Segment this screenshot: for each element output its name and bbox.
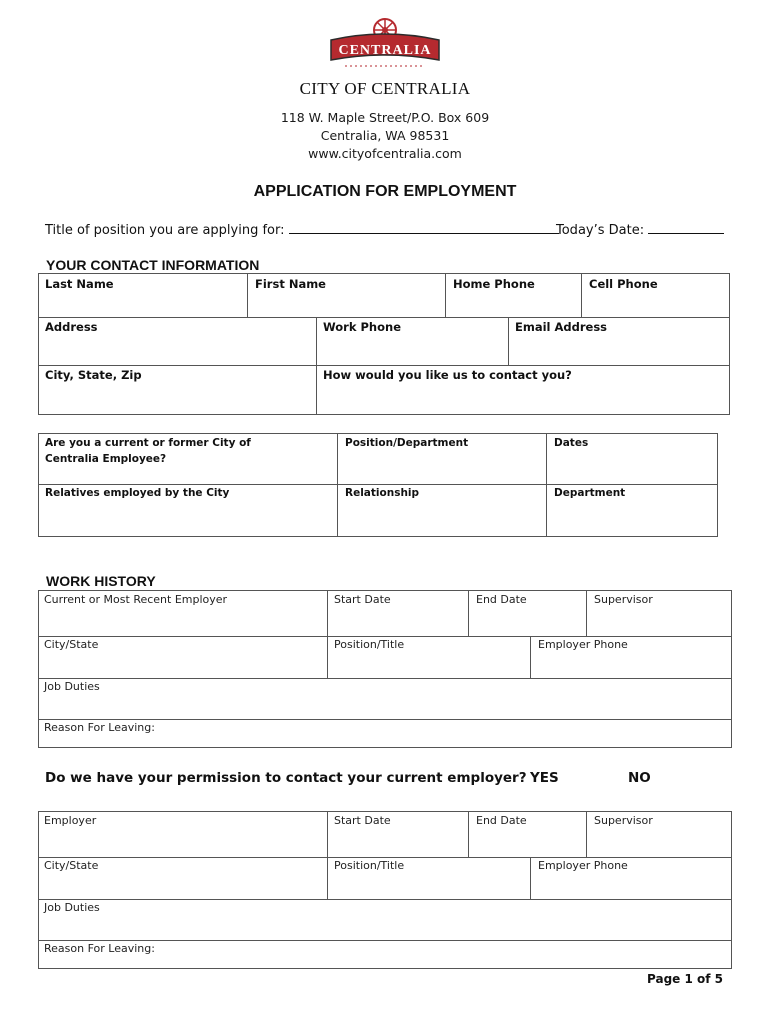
- position-title-label-2: Position/Title: [334, 859, 405, 872]
- position-prompt: Title of position you are applying for:: [45, 223, 285, 238]
- relationship-label: Relationship: [345, 487, 420, 499]
- contact-heading: YOUR CONTACT INFORMATION: [46, 257, 260, 273]
- end-date-label-2: End Date: [476, 814, 527, 827]
- job-duties-label-1: Job Duties: [44, 680, 100, 693]
- reason-leaving-label-1: Reason For Leaving:: [44, 721, 155, 734]
- address-label: Address: [45, 320, 98, 334]
- dates-label: Dates: [554, 437, 589, 449]
- recent-employer-label: Current or Most Recent Employer: [44, 593, 228, 606]
- page-number: Page 1 of 5: [647, 972, 723, 986]
- end-date-label-1: End Date: [476, 593, 527, 606]
- logo-text: CENTRALIA: [338, 43, 432, 58]
- yes-option[interactable]: YES: [530, 770, 559, 786]
- work-history-heading: WORK HISTORY: [46, 573, 156, 589]
- start-date-label-1: Start Date: [334, 593, 391, 606]
- first-name-label: First Name: [255, 277, 326, 291]
- last-name-label: Last Name: [45, 277, 114, 291]
- form-title: APPLICATION FOR EMPLOYMENT: [253, 183, 517, 200]
- date-prompt: Today’s Date:: [556, 223, 645, 238]
- date-input[interactable]: [648, 222, 724, 234]
- current-former-employee-label: Are you a current or former City of Centralia Employee?: [45, 437, 251, 465]
- reason-leaving-label-2: Reason For Leaving:: [44, 942, 155, 955]
- city-state-label-2: City/State: [44, 859, 99, 872]
- address-line-1: 118 W. Maple Street/P.O. Box 609: [280, 110, 490, 125]
- contact-preference-label: How would you like us to contact you?: [323, 368, 572, 382]
- supervisor-label-1: Supervisor: [594, 593, 653, 606]
- employer-label-2: Employer: [44, 814, 97, 827]
- position-department-label: Position/Department: [345, 437, 469, 449]
- cell-phone-label: Cell Phone: [589, 277, 658, 291]
- job-duties-field-2[interactable]: [38, 899, 732, 941]
- employer-phone-label-1: Employer Phone: [538, 638, 628, 651]
- website-link[interactable]: www.cityofcentralia.com: [308, 146, 462, 161]
- start-date-label-2: Start Date: [334, 814, 391, 827]
- org-title: CITY OF CENTRALIA: [299, 79, 471, 98]
- relatives-label: Relatives employed by the City: [45, 487, 230, 499]
- job-duties-label-2: Job Duties: [44, 901, 100, 914]
- position-field-row: [45, 222, 559, 238]
- supervisor-label-2: Supervisor: [594, 814, 653, 827]
- date-field-row: [556, 222, 724, 238]
- no-option[interactable]: NO: [628, 770, 651, 786]
- position-input[interactable]: [289, 222, 559, 234]
- permission-question: Do we have your permission to contact your current employer?: [45, 770, 527, 786]
- job-duties-field-1[interactable]: [38, 678, 732, 720]
- employer-phone-label-2: Employer Phone: [538, 859, 628, 872]
- home-phone-label: Home Phone: [453, 277, 535, 291]
- department-label: Department: [554, 487, 626, 499]
- city-state-zip-label: City, State, Zip: [45, 368, 142, 382]
- email-label: Email Address: [515, 320, 608, 334]
- city-logo: [325, 16, 445, 72]
- city-state-label-1: City/State: [44, 638, 99, 651]
- work-phone-label: Work Phone: [323, 320, 402, 334]
- position-title-label-1: Position/Title: [334, 638, 405, 651]
- address-line-2: Centralia, WA 98531: [320, 128, 450, 143]
